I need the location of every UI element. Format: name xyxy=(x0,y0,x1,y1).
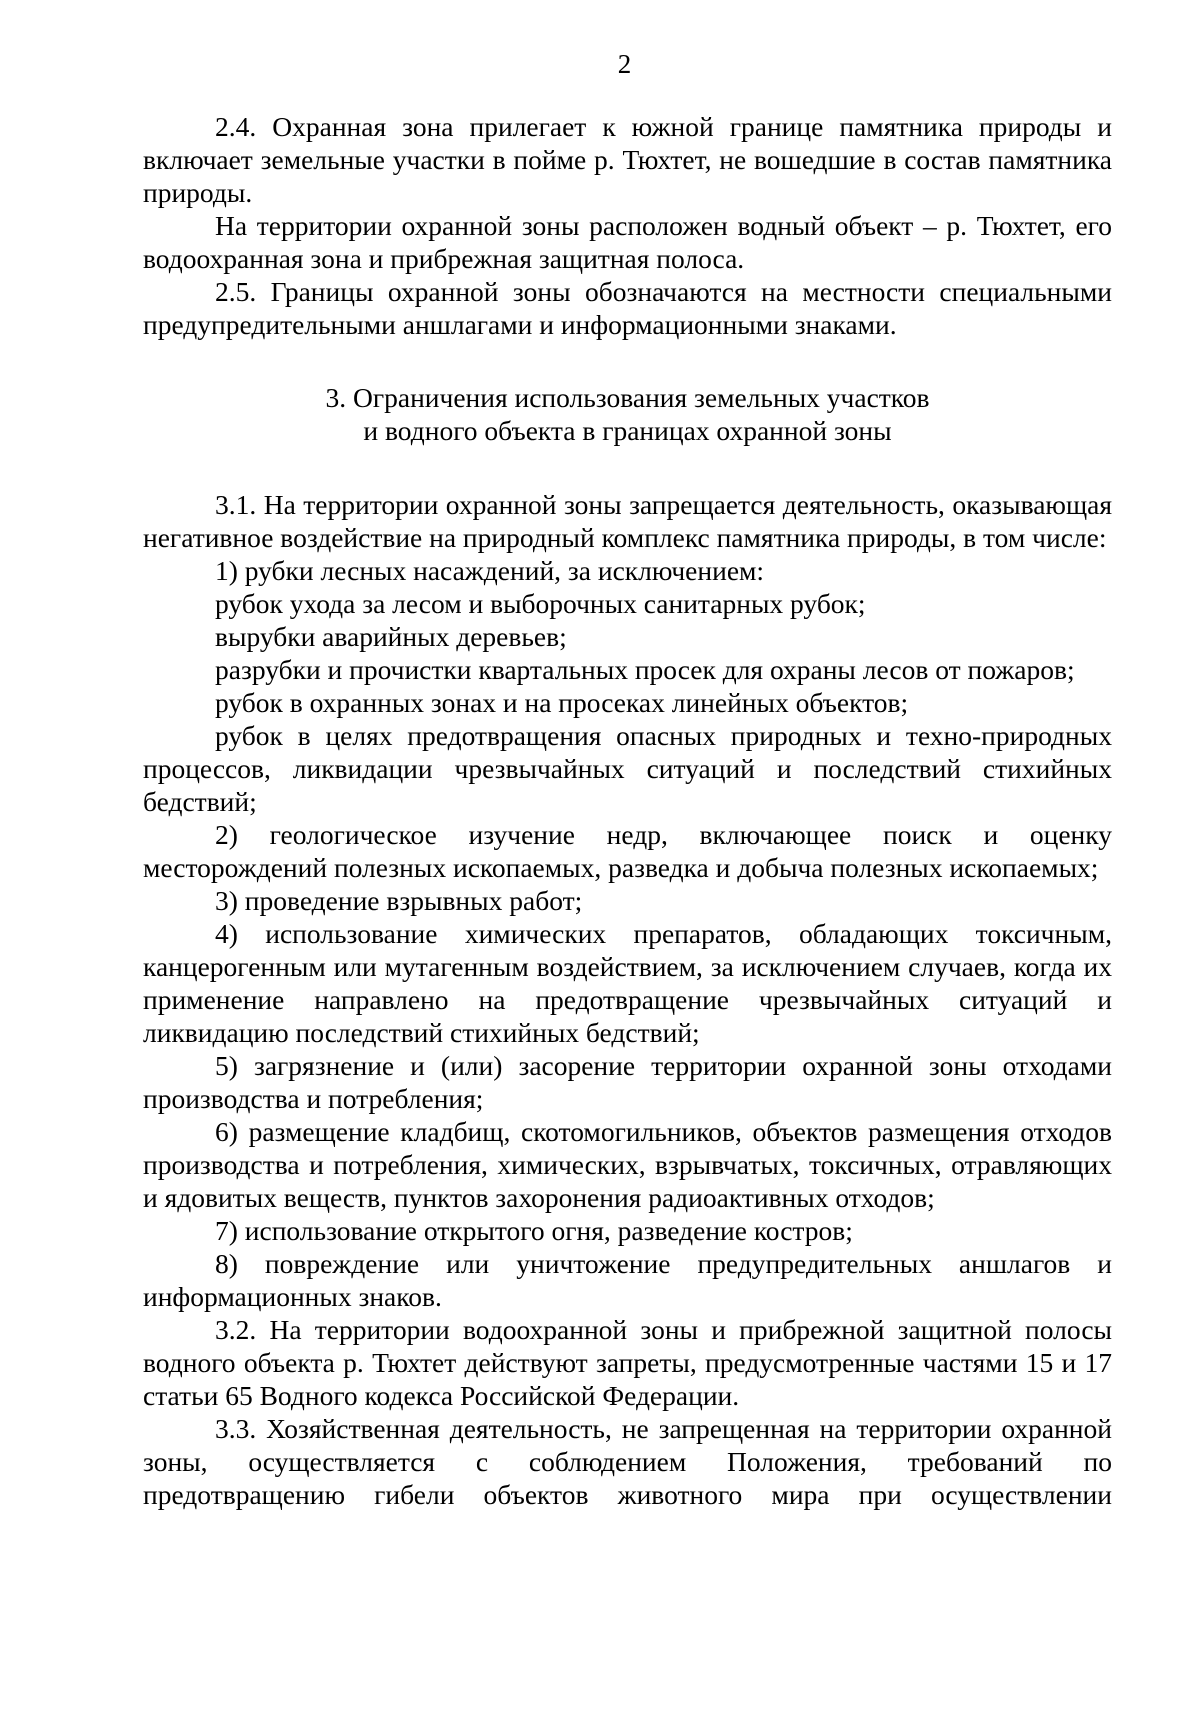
page-number: 2 xyxy=(617,49,632,79)
document-body xyxy=(143,110,1112,1511)
list-item-1-exception-a: рубок ухода за лесом и выборочных санитарных рубок; xyxy=(215,588,866,619)
list-item-2: 2) геологическое изучение недр, включающее поиск и оценку месторождений полезных ископаемых, разведка и добыча полезных ископаемых; xyxy=(143,819,1112,883)
section-3-heading-line-1: 3. Ограничения использования земельных участков xyxy=(325,382,930,413)
list-item-1-exception-e: рубок в целях предотвращения опасных природных и техно-природных процессов, ликвидации чрезвычайных ситуаций и последствий стихийных бедствий; xyxy=(143,720,1112,817)
paragraph-2-4-water-object: На территории охранной зоны расположен водный объект – р. Тюхтет, его водоохранная зона и прибрежная защитная полоса. xyxy=(143,210,1112,274)
list-item-1-exception-d: рубок в охранных зонах и на просеках линейных объектов; xyxy=(215,687,909,718)
paragraph-2-4: 2.4. Охранная зона прилегает к южной границе памятника природы и включает земельные участки в пойме р. Тюхтет, не вошедшие в состав памятника природы. xyxy=(143,111,1112,208)
list-item-1: 1) рубки лесных насаждений, за исключением: xyxy=(215,555,765,586)
list-item-8: 8) повреждение или уничтожение предупредительных аншлагов и информационных знаков. xyxy=(143,1248,1112,1312)
list-item-6: 6) размещение кладбищ, скотомогильников, объектов размещения отходов производства и потребления, химических, взрывчатых, токсичных, отравляющих и ядовитых веществ, пунктов захоронения радиоактивных отходов; xyxy=(143,1116,1112,1213)
list-item-5: 5) загрязнение и (или) засорение территории охранной зоны отходами производства и потребления; xyxy=(143,1050,1112,1114)
paragraph-3-1: 3.1. На территории охранной зоны запрещается деятельность, оказывающая негативное воздействие на природный комплекс памятника природы, в том числе: xyxy=(143,489,1112,553)
paragraph-2-5: 2.5. Границы охранной зоны обозначаются на местности специальными предупредительными аншлагами и информационными знаками. xyxy=(143,276,1112,340)
list-item-1-exception-b: вырубки аварийных деревьев; xyxy=(215,621,567,652)
section-3-heading xyxy=(143,381,1112,447)
section-3-heading-line-2: и водного объекта в границах охранной зоны xyxy=(363,415,892,446)
list-item-1-exception-c: разрубки и прочистки квартальных просек для охраны лесов от пожаров; xyxy=(215,654,1075,685)
list-item-7: 7) использование открытого огня, разведение костров; xyxy=(215,1215,853,1246)
list-item-4: 4) использование химических препаратов, обладающих токсичным, канцерогенным или мутагенным воздействием, за исключением случаев, когда их применение направлено на предотвращение чрезвычайных ситуаций и ликвидацию последствий стихийных бедствий; xyxy=(143,918,1112,1048)
list-item-3: 3) проведение взрывных работ; xyxy=(215,885,583,916)
paragraph-3-3: 3.3. Хозяйственная деятельность, не запрещенная на территории охранной зоны, осуществляется с соблюдением Положения, требований по предотвращению гибели объектов животного мира при осуществлении xyxy=(143,1413,1112,1510)
paragraph-3-2: 3.2. На территории водоохранной зоны и прибрежной защитной полосы водного объекта р. Тюхтет действуют запреты, предусмотренные частями 15 и 17 статьи 65 Водного кодекса Российской Федерации. xyxy=(143,1314,1112,1411)
